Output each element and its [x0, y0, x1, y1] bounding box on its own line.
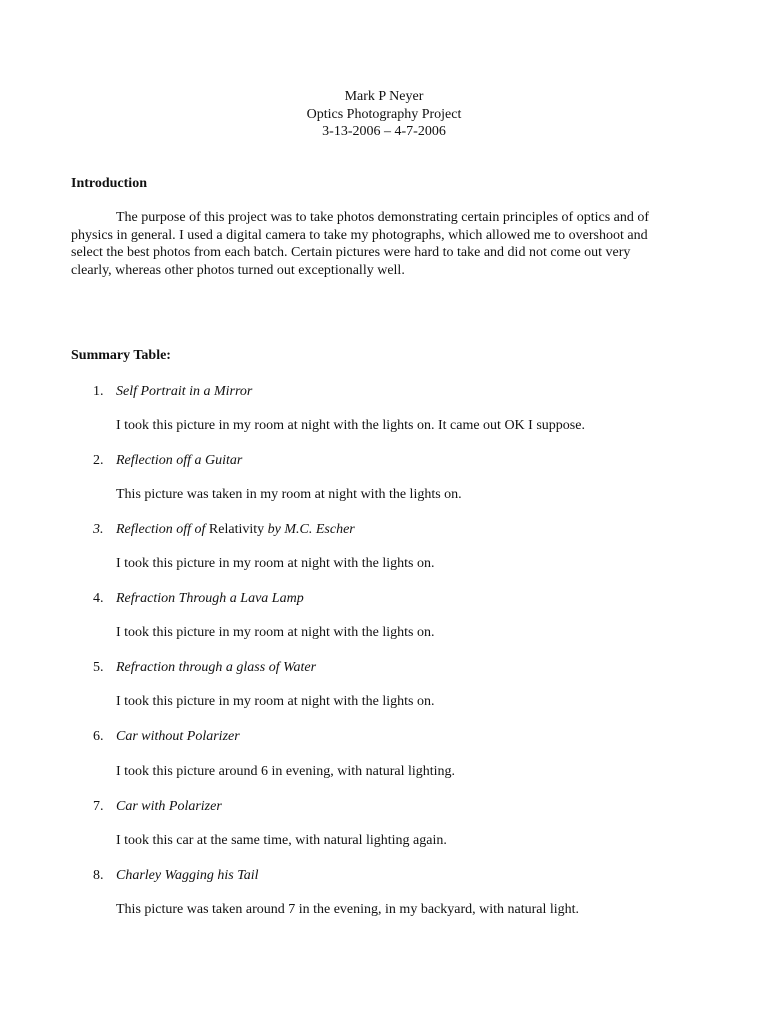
- document-header: [0, 88, 768, 141]
- item-description: I took this picture in my room at night with the lights on.: [116, 694, 435, 709]
- item-number: 3.: [93, 522, 104, 537]
- author-name: Mark P Neyer: [344, 89, 424, 104]
- item-description: I took this picture in my room at night with the lights on.: [116, 556, 435, 571]
- summary-heading: Summary Table:: [71, 348, 171, 363]
- item-description: I took this picture in my room at night with the lights on.: [116, 625, 435, 640]
- item-description: This picture was taken around 7 in the evening, in my backyard, with natural light.: [116, 902, 580, 917]
- item-title: [116, 522, 355, 538]
- project-dates: 3-13-2006 – 4-7-2006: [322, 124, 446, 139]
- item-title: Car with Polarizer: [116, 799, 222, 814]
- item-title: Refraction Through a Lava Lamp: [116, 591, 304, 606]
- item-title: Refraction through a glass of Water: [116, 660, 317, 675]
- item-title: Reflection off a Guitar: [116, 453, 243, 468]
- item-number: 1.: [93, 384, 104, 399]
- intro-line: The purpose of this project was to take photos demonstrating certain principles of optics and of: [116, 210, 650, 225]
- item-number: 8.: [93, 868, 104, 883]
- item-description: I took this picture around 6 in evening, with natural lighting.: [116, 764, 456, 779]
- intro-line: physics in general. I used a digital camera to take my photographs, which allowed me to overshoot and: [71, 227, 648, 243]
- item-description: I took this car at the same time, with natural lighting again.: [116, 833, 447, 848]
- intro-line: select the best photos from each batch. Certain pictures were hard to take and did not come out very: [71, 245, 631, 260]
- item-number: 4.: [93, 591, 104, 606]
- introduction-paragraph: [71, 209, 696, 279]
- item-description: I took this picture in my room at night with the lights on. It came out OK I suppose.: [116, 418, 585, 433]
- item-title: Car without Polarizer: [116, 729, 240, 744]
- introduction-heading: Introduction: [71, 176, 147, 191]
- item-title: Charley Wagging his Tail: [116, 868, 259, 883]
- item-title: Self Portrait in a Mirror: [116, 384, 253, 399]
- project-title: Optics Photography Project: [306, 106, 462, 122]
- item-title-prefix: Reflection off of: [116, 522, 209, 537]
- intro-line: clearly, whereas other photos turned out exceptionally well.: [71, 262, 405, 278]
- item-number: 6.: [93, 729, 104, 744]
- item-number: 5.: [93, 660, 104, 675]
- item-description: This picture was taken in my room at night with the lights on.: [116, 487, 462, 502]
- item-number: 2.: [93, 453, 104, 468]
- item-title-suffix: by M.C. Escher: [264, 522, 355, 537]
- item-title-work: Relativity: [208, 522, 265, 537]
- item-number: 7.: [93, 799, 104, 814]
